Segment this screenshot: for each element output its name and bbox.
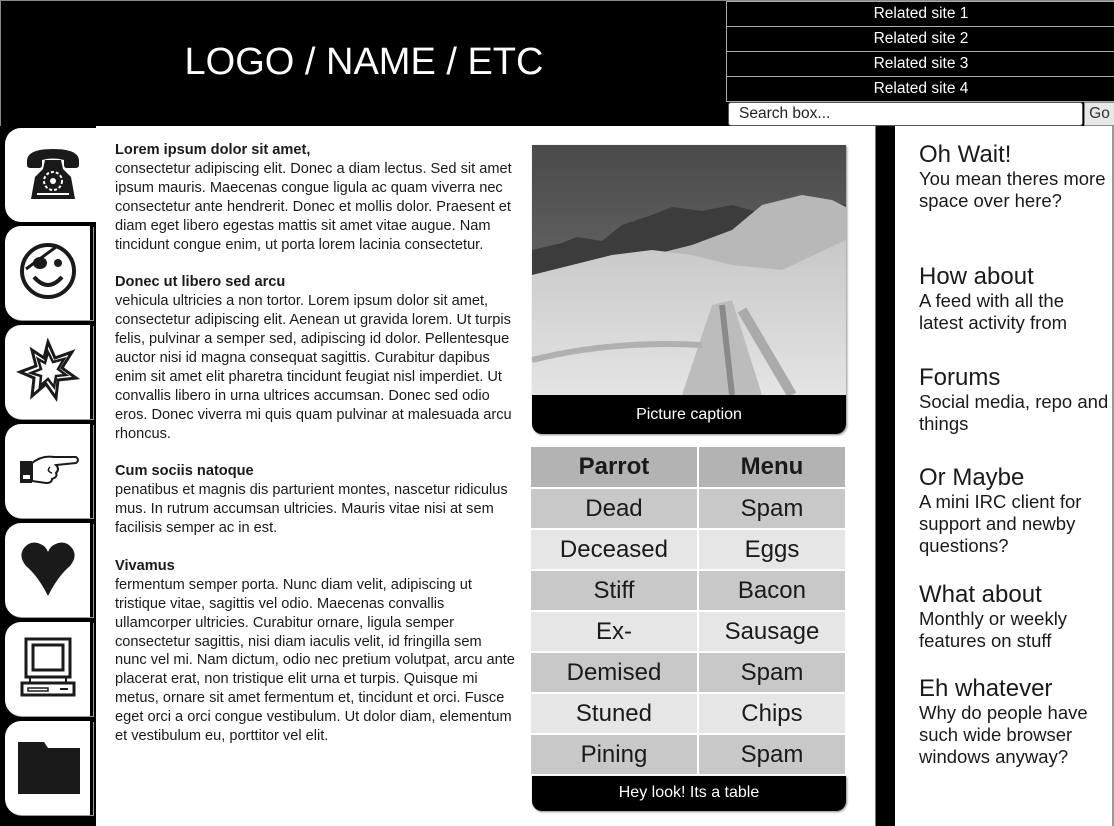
tab-folder[interactable] xyxy=(5,721,93,815)
table-header-row xyxy=(531,447,846,488)
article-paragraph xyxy=(115,141,515,254)
sidebar-block xyxy=(919,582,1109,652)
sidebar-block-title: Forums xyxy=(919,364,1001,391)
article-paragraph xyxy=(115,273,515,443)
table-row xyxy=(531,693,846,734)
site-logo[interactable]: LOGO / NAME / ETC xyxy=(184,41,544,83)
computer-icon xyxy=(16,635,80,704)
related-site-link-4[interactable]: Related site 4 xyxy=(726,77,1114,102)
paragraph-body: vehicula ultricies a non tortor. Lorem ipsum dolor sit amet, consectetur adipiscing elit. Aenean ut gravida lorem. Ut turpis felis, pulvinar a semper sed, adipiscing id dolor. Pellentesque auctor nisi id magna consequat sagittis. Curabitur dapibus enim sit amet elit pharetra tincidunt feugiat nisl imperdiet. Ut convallis libero in urna ultrices accumsan. Donec sed odio eros. Donec viverra mi quis quam pulvinar at malesuada arcu rhoncus. xyxy=(115,293,512,442)
tab-heart[interactable] xyxy=(5,523,93,617)
article xyxy=(115,141,515,765)
paragraph-title: Lorem ipsum dolor sit amet, xyxy=(115,142,311,158)
table-cell: Sausage xyxy=(698,611,846,652)
table-cell: Ex- xyxy=(531,611,698,652)
right-sidebar xyxy=(895,126,1114,826)
sidebar-block-title: How about xyxy=(919,263,1034,290)
article-paragraph xyxy=(115,462,515,538)
table-cell: Stuned xyxy=(531,693,698,734)
column-header-menu: Menu xyxy=(698,447,846,488)
related-site-link-1[interactable]: Related site 1 xyxy=(726,1,1114,27)
sidebar-block-title: Eh whatever xyxy=(919,675,1053,702)
sidebar-block-text: Monthly or weekly features on stuff xyxy=(919,608,1068,651)
sidebar-block-title: Oh Wait! xyxy=(919,141,1012,168)
table-cell: Chips xyxy=(698,693,846,734)
tab-computer[interactable] xyxy=(5,622,93,716)
table-row xyxy=(531,611,846,652)
paragraph-body: fermentum semper porta. Nunc diam velit, adipiscing ut tristique vitae, sagittis vel odio. Maecenas convallis ullamcorper ultricies. Curabitur ornare, ligula semper consectetur sagittis, nisi diam iaculis velit, id fringilla sem nunc vel mi. Nam dictum, odio nec pretium volutpat, arcu ante placerat erat, non tristique elit urna et turpis. Quisque mi metus, ornare sit amet fermentum et, tincidunt et orci. Fusce eget orci a orci congue vestibulum. Ut dolor diam, elementum et vestibulum eu, porttitor vel elit. xyxy=(115,576,515,745)
sidebar-block-text: Why do people have such wide browser windows anyway? xyxy=(919,702,1088,767)
table-cell: Eggs xyxy=(698,529,846,570)
tab-phone[interactable] xyxy=(5,128,101,222)
sidebar-block xyxy=(919,676,1109,768)
tab-star[interactable] xyxy=(5,325,93,419)
picture-caption: Picture caption xyxy=(532,395,846,434)
heart-icon xyxy=(16,536,80,605)
table-row xyxy=(531,734,846,775)
paragraph-title: Cum sociis natoque xyxy=(115,463,254,480)
snowy-mountain-photo xyxy=(532,145,846,395)
table-row xyxy=(531,529,846,570)
sidebar-block-text: A mini IRC client for support and newby questions? xyxy=(919,491,1082,556)
table-cell: Deceased xyxy=(531,529,698,570)
table-cell: Spam xyxy=(698,734,846,775)
table-caption: Hey look! Its a table xyxy=(532,776,846,811)
sidebar-block xyxy=(919,264,1109,334)
related-site-link-2[interactable]: Related site 2 xyxy=(726,27,1114,52)
table-row xyxy=(531,570,846,611)
related-site-link-3[interactable]: Related site 3 xyxy=(726,52,1114,77)
paragraph-body: penatibus et magnis dis parturient montes, nascetur ridiculus mus. In rutrum accumsan ultricies. Mauris vitae nisi at sem facilisis semper ac in est. xyxy=(115,482,508,537)
picture-figure xyxy=(532,145,846,434)
sidebar-block xyxy=(919,365,1109,435)
table-cell: Demised xyxy=(531,652,698,693)
sidebar-block-text: Social media, repo and things xyxy=(919,391,1109,434)
sidebar-block-text: You mean theres more space over here? xyxy=(919,168,1106,211)
table-row xyxy=(531,652,846,693)
main-content xyxy=(96,126,875,826)
telephone-icon xyxy=(21,141,85,210)
site-header xyxy=(0,0,1114,126)
column-header-parrot: Parrot xyxy=(531,447,698,488)
related-sites-nav xyxy=(726,1,1114,102)
paragraph-title: Vivamus xyxy=(115,557,175,574)
table-row xyxy=(531,488,846,529)
sidebar-block xyxy=(919,465,1109,557)
table-cell: Pining xyxy=(531,734,698,775)
tab-pointing-hand[interactable] xyxy=(5,424,93,518)
search-input[interactable] xyxy=(728,102,1083,126)
table-cell: Spam xyxy=(698,652,846,693)
folder-icon xyxy=(16,734,80,803)
paragraph-body: consectetur adipiscing elit. Donec a diam lectus. Sed sit amet ipsum mauris. Maecenas congue ligula ac quam viverra nec consectetur ante hendrerit. Donec et mollis dolor. Praesent et diam eget libero egestas mattis sit amet vitae augue. Nam tincidunt congue enim, ut porta lorem lacinia consectetur. xyxy=(115,160,512,253)
pirate-smiley-icon xyxy=(16,239,80,308)
article-paragraph xyxy=(115,557,515,746)
table-cell: Stiff xyxy=(531,570,698,611)
table-cell: Spam xyxy=(698,488,846,529)
sidebar-block xyxy=(919,142,1109,212)
pointing-hand-icon xyxy=(16,437,80,506)
search-form xyxy=(727,102,1114,127)
table-cell: Dead xyxy=(531,488,698,529)
search-go-button[interactable]: Go xyxy=(1084,102,1114,126)
tab-pirate[interactable] xyxy=(5,226,93,320)
star-icon xyxy=(16,338,80,407)
sidebar-block-title: Or Maybe xyxy=(919,464,1025,491)
parrot-table-container xyxy=(531,447,847,811)
tab-bar xyxy=(0,126,96,826)
paragraph-title: Donec ut libero sed arcu xyxy=(115,274,286,291)
parrot-table xyxy=(531,447,847,776)
sidebar-divider xyxy=(875,126,895,826)
sidebar-block-text: A feed with all the latest activity from xyxy=(919,290,1068,333)
sidebar-block-title: What about xyxy=(919,581,1042,608)
table-cell: Bacon xyxy=(698,570,846,611)
